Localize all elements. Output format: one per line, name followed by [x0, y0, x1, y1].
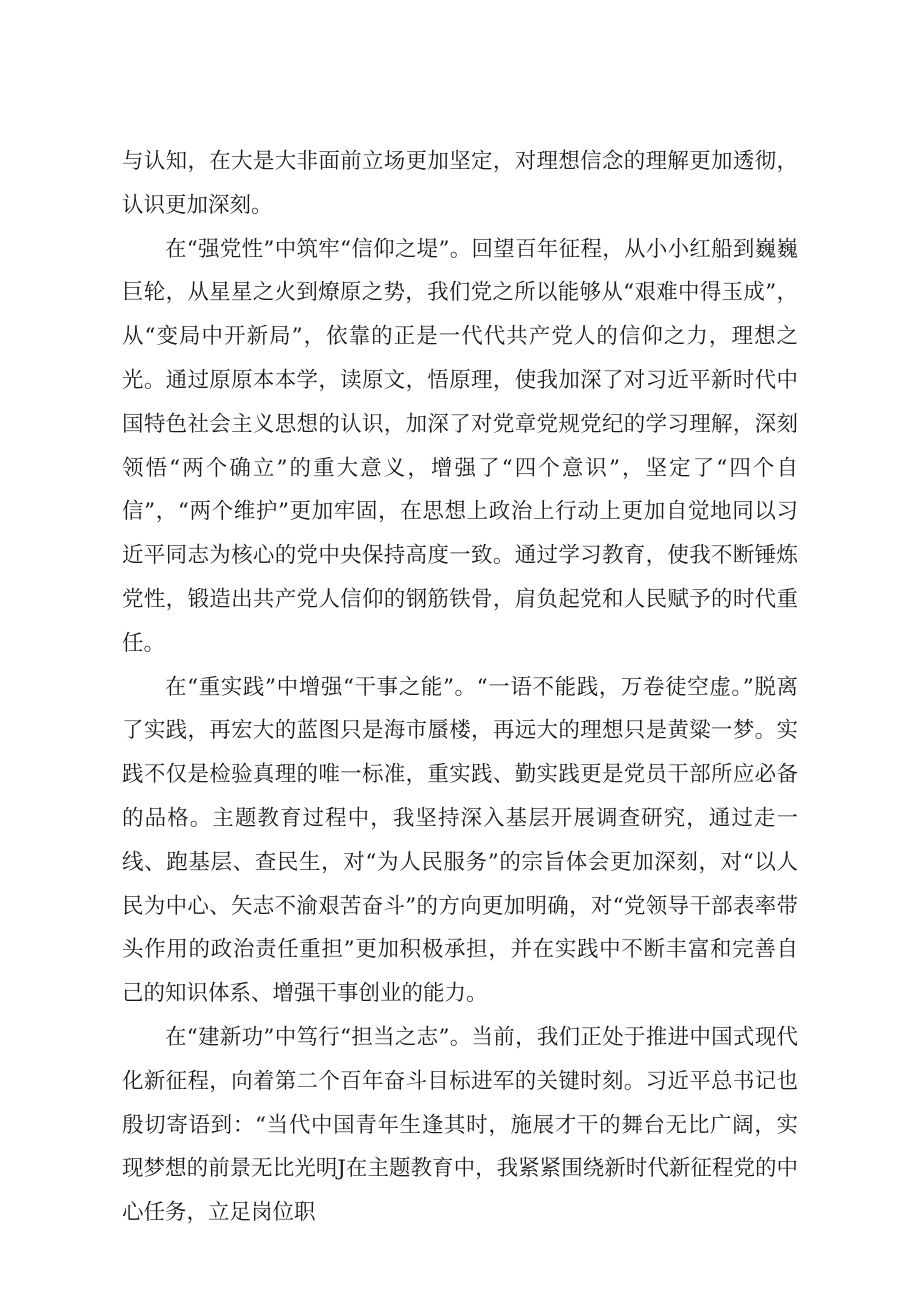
paragraph-new-achievements: 在“建新功”中笃行“担当之志”。当前，我们正处于推进中国式现代化新征程，向着第二个百年奋斗目标进军的关键时刻。习近平总书记也殷切寄语到：“当代中国青年生逢其时，施展才干的舞台无比广阔，实现梦想的前景无比光明J在主题教育中，我紧紧围绕新时代新征程党的中心任务，立足岗位职 [122, 1024, 798, 1226]
paragraph-continued: 与认知，在大是大非面前立场更加坚定，对理想信念的理解更加透彻，认识更加深刻。 [122, 149, 798, 218]
paragraph-party-spirit: 在“强党性”中筑牢“信仰之堤”。回望百年征程，从小小红船到巍巍巨轮，从星星之火到燎原之势，我们党之所以能够从“艰难中得玉成”，从“变局中开新局”，依靠的正是一代代共产党人的信仰之力，理想之光。通过原原本本学，读原文，悟原理，使我加深了对习近平新时代中国特色社会主义思想的认识，加深了对党章党规党纪的学习理解，深刻领悟“两个确立”的重大意义，增强了“四个意识”，坚定了“四个自信”，“两个维护”更加牢固，在思想上政治上行动上更加自觉地同以习近平同志为核心的党中央保持高度一致。通过学习教育，使我不断锤炼党性，锻造出共产党人信仰的钢筋铁骨，肩负起党和人民赋予的时代重任。 [122, 236, 798, 656]
paragraph-practice: 在“重实践”中增强“干事之能”。“一语不能践，万卷徒空虚。”脱离了实践，再宏大的蓝图只是海市蜃楼，再远大的理想只是黄粱一梦。实践不仅是检验真理的唯一标准，重实践、勤实践更是党员干部所应必备的品格。主题教育过程中，我坚持深入基层开展调查研究，通过走一线、跑基层、查民生，对“为人民服务”的宗旨体会更加深刻，对“以人民为中心、矢志不渝艰苦奋斗”的方向更加明确，对“党领导干部表率带头作用的政治责任重担”更加积极承担，并在实践中不断丰富和完善自己的知识体系、增强干事创业的能力。 [122, 674, 798, 1007]
document-page [122, 140, 798, 1235]
